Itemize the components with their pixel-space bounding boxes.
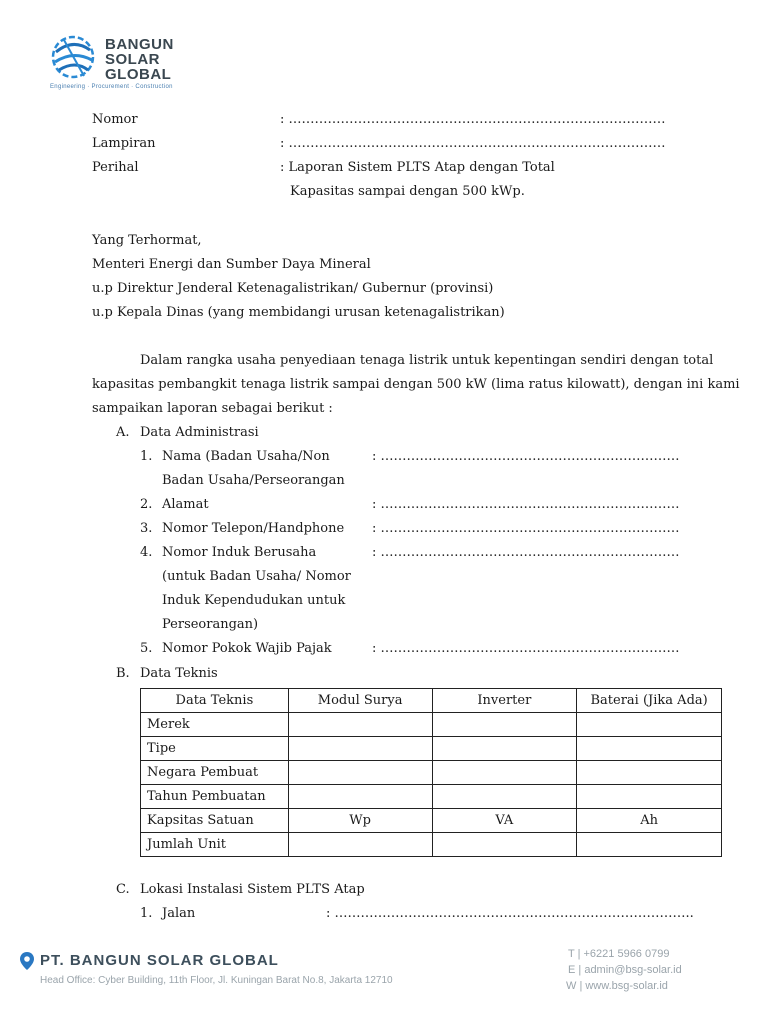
cell-merek-modul[interactable]	[288, 713, 432, 737]
addressee-greeting: Yang Terhormat,	[92, 233, 202, 248]
email-value[interactable]: | admin@bsg-solar.id	[578, 964, 682, 976]
item-a2-num: 2.	[140, 497, 153, 512]
cell-tipe-modul[interactable]	[288, 737, 432, 761]
row-label-tipe: Tipe	[141, 737, 289, 761]
footer-phone	[568, 946, 669, 962]
table-row	[141, 785, 722, 809]
item-a4-label-line3: Induk Kependudukan untuk	[162, 593, 346, 608]
footer	[0, 940, 768, 1024]
row-label-tahun: Tahun Pembuatan	[141, 785, 289, 809]
item-a2-label: Alamat	[162, 497, 209, 512]
table-row	[141, 761, 722, 785]
lampiran-value: : ……………………………………………………………………………	[280, 136, 666, 151]
row-label-kapasitas: Kapsitas Satuan	[141, 809, 289, 833]
phone-value[interactable]: | +6221 5966 0799	[577, 948, 670, 960]
item-a4-label-line4: Perseorangan)	[162, 617, 259, 632]
nomor-value: : ……………………………………………………………………………	[280, 112, 666, 127]
item-a5-value: : ……………………………………………………………	[372, 641, 680, 656]
addressee-minister: Menteri Energi dan Sumber Daya Mineral	[92, 257, 371, 272]
item-a1-num: 1.	[140, 449, 153, 464]
item-a3-label: Nomor Telepon/Handphone	[162, 521, 345, 536]
header-inverter: Inverter	[432, 689, 577, 713]
technical-data-table	[140, 688, 722, 857]
cell-kapasitas-modul[interactable]: Wp	[288, 809, 432, 833]
table-row	[141, 833, 722, 857]
table-header-row	[141, 689, 722, 713]
nomor-label: Nomor	[92, 112, 138, 127]
table-row	[141, 809, 722, 833]
item-a3-value: : ……………………………………………………………	[372, 521, 680, 536]
web-value[interactable]: | www.bsg-solar.id	[579, 980, 668, 992]
cell-merek-inverter[interactable]	[432, 713, 577, 737]
item-a1-value: : ……………………………………………………………	[372, 449, 680, 464]
section-b-marker: B.	[116, 666, 130, 681]
item-a5-label: Nomor Pokok Wajib Pajak	[162, 641, 332, 656]
section-c-title: Lokasi Instalasi Sistem PLTS Atap	[140, 882, 365, 897]
location-pin-icon	[20, 952, 34, 970]
company-logo	[50, 32, 190, 94]
header-data-teknis: Data Teknis	[141, 689, 289, 713]
addressee-director: u.p Direktur Jenderal Ketenagalistrikan/ Gubernur (provinsi)	[92, 281, 494, 296]
header-baterai: Baterai (Jika Ada)	[577, 689, 722, 713]
cell-negara-inverter[interactable]	[432, 761, 577, 785]
cell-jumlah-modul[interactable]	[288, 833, 432, 857]
item-a5-num: 5.	[140, 641, 153, 656]
cell-tipe-inverter[interactable]	[432, 737, 577, 761]
intro-line2: kapasitas pembangkit tenaga listrik sampai dengan 500 kW (lima ratus kilowatt), dengan ini kami	[92, 377, 740, 392]
cell-jumlah-baterai[interactable]	[577, 833, 722, 857]
item-c1-label: Jalan	[162, 906, 196, 921]
cell-jumlah-inverter[interactable]	[432, 833, 577, 857]
item-c1-num: 1.	[140, 906, 153, 921]
item-a4-value: : ……………………………………………………………	[372, 545, 680, 560]
item-a4-label-line2: (untuk Badan Usaha/ Nomor	[162, 569, 351, 584]
intro-line3: sampaikan laporan sebagai berikut :	[92, 401, 333, 416]
item-a1-label-line2: Badan Usaha/Perseorangan	[162, 473, 345, 488]
table-row	[141, 713, 722, 737]
footer-address: Head Office: Cyber Building, 11th Floor, Jl. Kuningan Barat No.8, Jakarta 12710	[40, 975, 393, 986]
footer-email	[568, 962, 682, 978]
section-c-marker: C.	[116, 882, 130, 897]
web-label: W	[566, 980, 577, 992]
company-tagline: Engineering · Procurement · Construction	[50, 84, 173, 90]
footer-web	[566, 978, 668, 994]
addressee-head: u.p Kepala Dinas (yang membidangi urusan ketenagalistrikan)	[92, 305, 505, 320]
company-name-line3: GLOBAL	[105, 66, 172, 83]
cell-negara-baterai[interactable]	[577, 761, 722, 785]
phone-label: T	[568, 948, 575, 960]
cell-kapasitas-baterai[interactable]: Ah	[577, 809, 722, 833]
intro-line1: Dalam rangka usaha penyediaan tenaga listrik untuk kepentingan sendiri dengan total	[140, 353, 714, 368]
item-a3-num: 3.	[140, 521, 153, 536]
row-label-jumlah: Jumlah Unit	[141, 833, 289, 857]
item-a4-label-line1: Nomor Induk Berusaha	[162, 545, 317, 560]
cell-tipe-baterai[interactable]	[577, 737, 722, 761]
cell-merek-baterai[interactable]	[577, 713, 722, 737]
section-a-title: Data Administrasi	[140, 425, 259, 440]
item-a2-value: : ……………………………………………………………	[372, 497, 680, 512]
cell-kapasitas-inverter[interactable]: VA	[432, 809, 577, 833]
cell-tahun-inverter[interactable]	[432, 785, 577, 809]
table-row	[141, 737, 722, 761]
footer-company-name: PT. BANGUN SOLAR GLOBAL	[40, 952, 279, 969]
section-b-title: Data Teknis	[140, 666, 218, 681]
cell-tahun-modul[interactable]	[288, 785, 432, 809]
row-label-negara: Negara Pembuat	[141, 761, 289, 785]
perihal-value-line1: : Laporan Sistem PLTS Atap dengan Total	[280, 160, 555, 175]
section-a-marker: A.	[116, 425, 130, 440]
cell-negara-modul[interactable]	[288, 761, 432, 785]
email-label: E	[568, 964, 576, 976]
company-name-line1: BANGUN	[105, 36, 174, 53]
perihal-label: Perihal	[92, 160, 139, 175]
item-c1-value: : ………………………………………………………………………..	[326, 906, 694, 921]
header-modul-surya: Modul Surya	[288, 689, 432, 713]
lampiran-label: Lampiran	[92, 136, 156, 151]
item-a1-label-line1: Nama (Badan Usaha/Non	[162, 449, 330, 464]
perihal-value-line2: Kapasitas sampai dengan 500 kWp.	[290, 184, 525, 199]
globe-logo-icon	[50, 32, 96, 82]
row-label-merek: Merek	[141, 713, 289, 737]
company-name-line2: SOLAR	[105, 51, 160, 68]
cell-tahun-baterai[interactable]	[577, 785, 722, 809]
item-a4-num: 4.	[140, 545, 153, 560]
